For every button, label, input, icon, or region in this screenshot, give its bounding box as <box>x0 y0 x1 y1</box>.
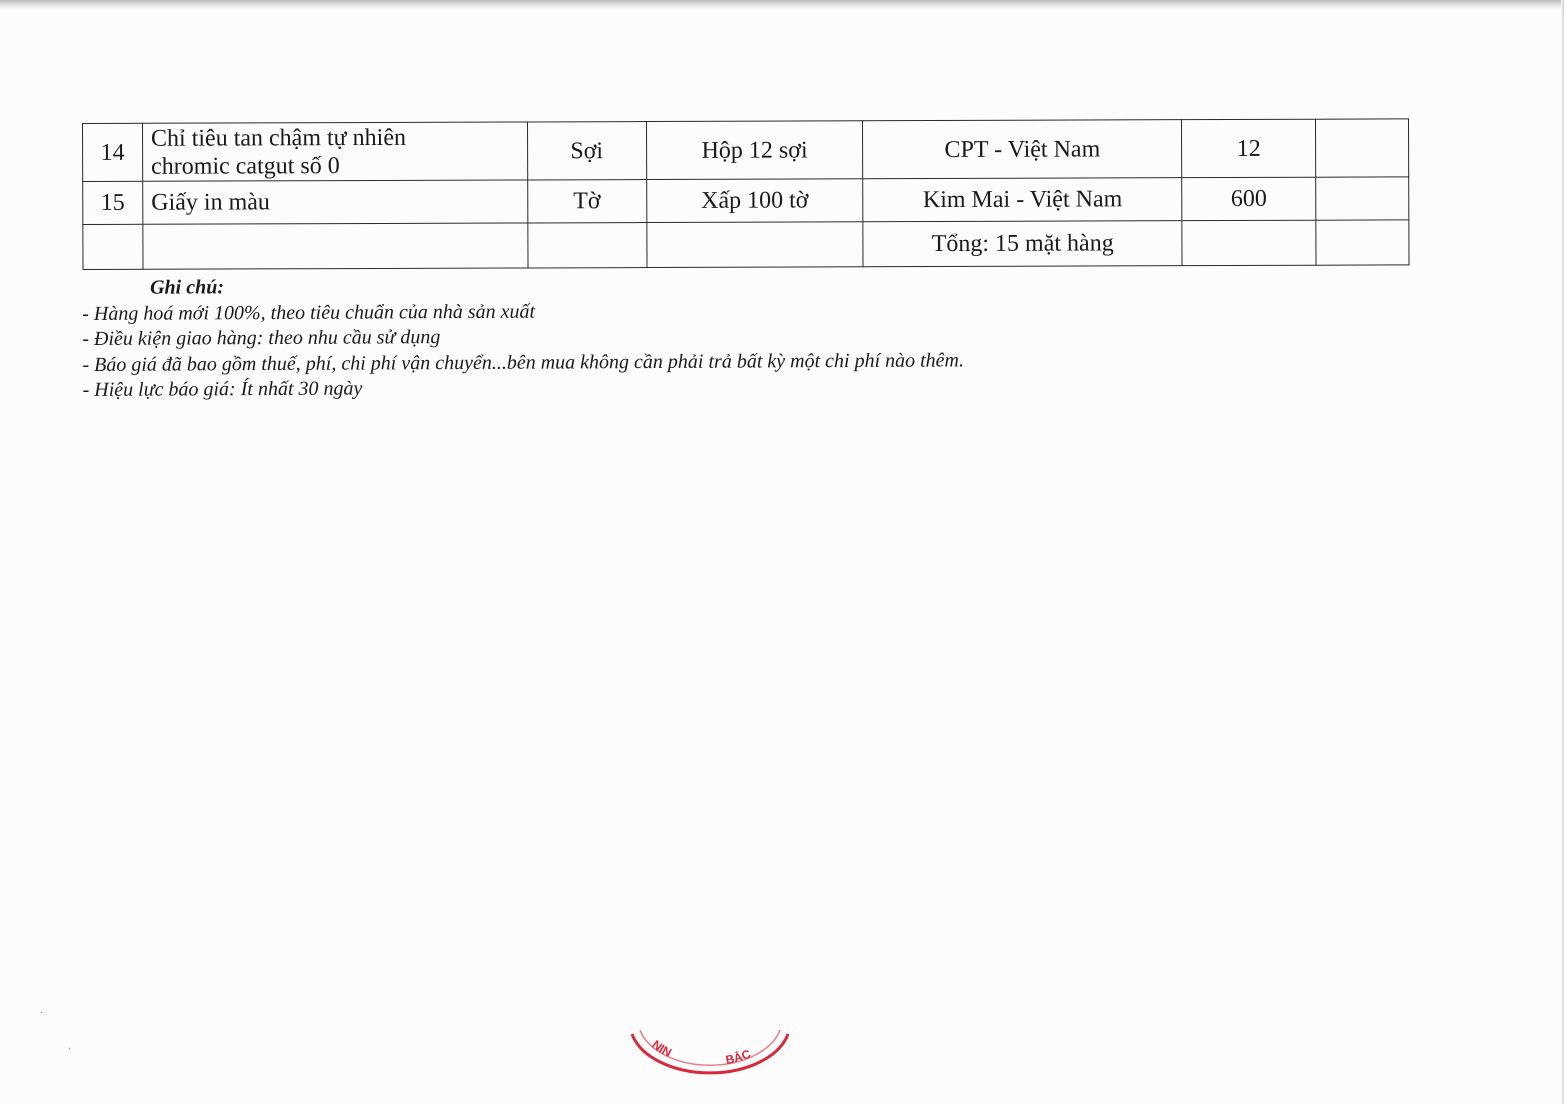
note-line: - Hàng hoá mới 100%, theo tiêu chuẩn của nhà sản xuất <box>82 300 536 325</box>
item-name-line: Giấy in màu <box>151 189 270 216</box>
row-number: 14 <box>83 123 143 181</box>
item-extra <box>1316 177 1409 220</box>
scan-speck: · <box>40 1008 44 1019</box>
item-unit: Tờ <box>527 180 646 223</box>
seal-stamp-icon <box>620 1012 800 1104</box>
company-seal <box>620 1012 800 1104</box>
item-origin: CPT - Việt Nam <box>863 120 1182 179</box>
empty-cell <box>83 224 143 269</box>
scan-speck: · <box>68 1044 72 1055</box>
total-label: Tổng: 15 mặt hàng <box>863 221 1182 267</box>
table-row <box>83 177 1409 225</box>
item-name-line: Chỉ tiêu tan chậm tự nhiên <box>150 124 407 152</box>
empty-cell <box>143 223 528 269</box>
item-unit: Sợi <box>527 122 646 180</box>
item-quantity: 600 <box>1182 177 1316 220</box>
seal-text-left: NIN <box>649 1037 674 1060</box>
notes-title: Ghi chú: <box>150 276 225 299</box>
item-quantity: 12 <box>1182 119 1316 177</box>
empty-cell <box>1182 220 1316 265</box>
item-name <box>143 180 528 224</box>
note-line: - Báo giá đã bao gồm thuế, phí, chi phí vận chuyển...bên mua không cần phải trả bất kỳ một chi phí nào thêm. <box>82 348 965 376</box>
row-number: 15 <box>83 181 143 224</box>
items-table <box>82 118 1410 270</box>
note-line: - Hiệu lực báo giá: Ít nhất 30 ngày <box>82 377 363 401</box>
page-top-edge <box>0 0 1564 9</box>
item-extra <box>1316 119 1409 177</box>
item-packaging: Xấp 100 tờ <box>646 179 863 223</box>
item-name <box>142 122 527 181</box>
item-origin: Kim Mai - Việt Nam <box>863 178 1182 222</box>
empty-cell <box>528 223 647 268</box>
empty-cell <box>1316 220 1409 265</box>
empty-cell <box>646 222 863 268</box>
note-line: - Điều kiện giao hàng: theo nhu cầu sử dụng <box>82 326 441 350</box>
total-row <box>83 220 1409 270</box>
item-packaging: Hộp 12 sợi <box>646 121 863 180</box>
table-row <box>83 119 1409 182</box>
seal-text-right: BẮC <box>724 1046 753 1068</box>
notes-section <box>82 271 964 403</box>
item-name-line: chromic catgut số 0 <box>151 152 340 180</box>
